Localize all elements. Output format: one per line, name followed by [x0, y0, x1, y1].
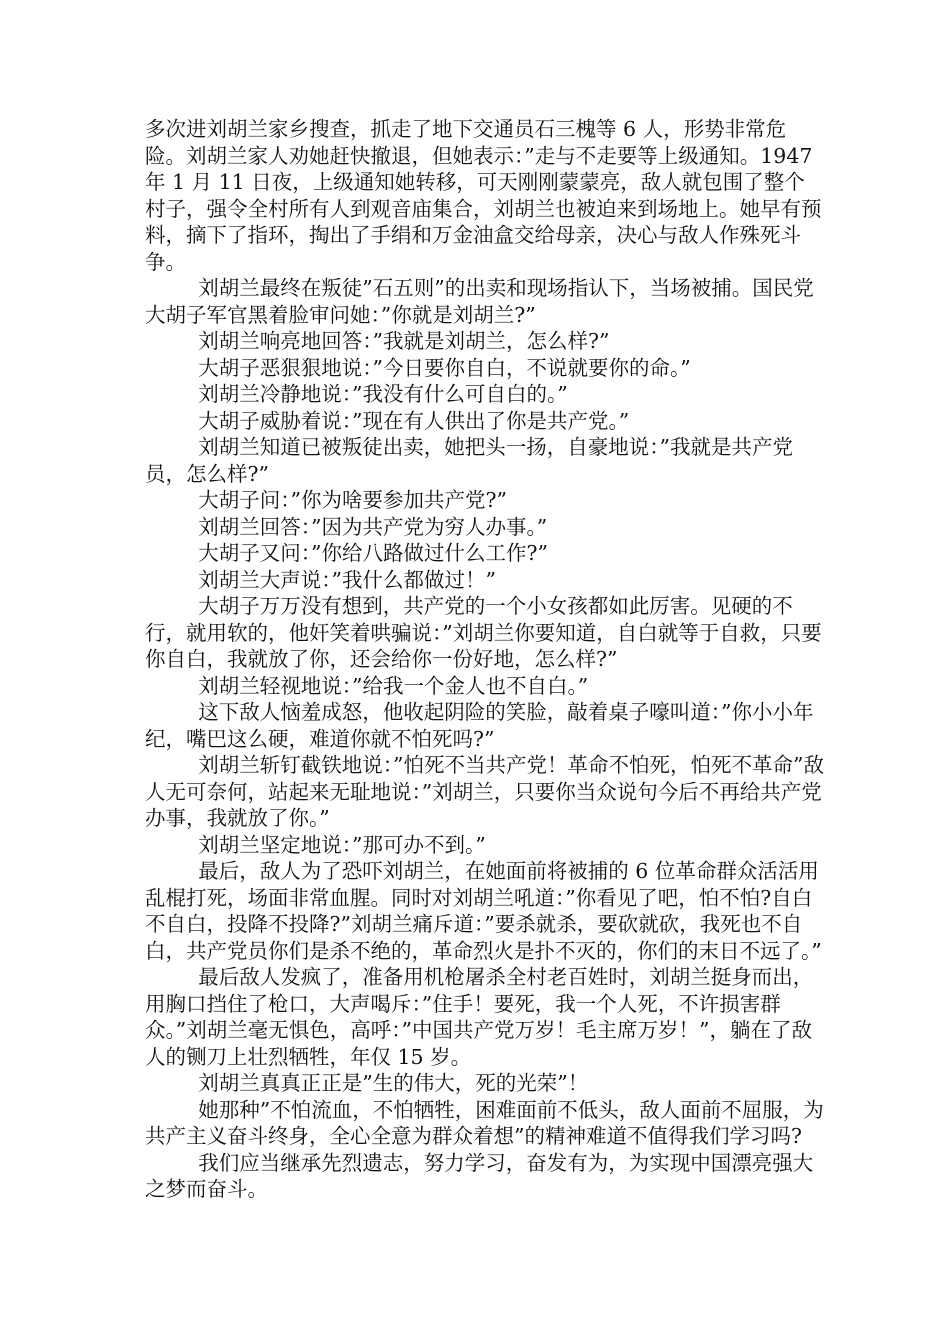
paragraph-10: 大胡子又问：”你给八路做过什么工作?”: [198, 541, 548, 565]
paragraph-6: 大胡子威胁着说：”现在有人供出了你是共产党。”: [198, 408, 630, 433]
paragraph-7: 刘胡兰知道已被叛徒出卖，她把头一扬，自豪地说：”我就是共产党员，怎么样?”: [145, 435, 794, 486]
paragraph-18: 最后敌人发疯了，准备用机枪屠杀全村老百姓时，刘胡兰挺身而出，用胸口挡住了枪口，大声喝斥：”住手！要死，我一个人死，不许损害群众。”刘胡兰毫无惧色，高呼：”中国共产党万岁！毛主席万岁！”，躺在了敌人的铡刀上壮烈牺牲，年仅 15 岁。: [145, 965, 814, 1069]
paragraph-4: 大胡子恶狠狠地说：”今日要你自白，不说就要你的命。”: [198, 355, 691, 380]
paragraph-9: 刘胡兰回答：”因为共产党为穷人办事。”: [198, 514, 548, 539]
document-body: [145, 116, 825, 1203]
paragraph-15: 刘胡兰斩钉截铁地说：”怕死不当共产党！革命不怕死，怕死不革命”敌人无可奈何，站起来无耻地说：”刘胡兰，只要你当众说句今后不再给共产党办事，我就放了你。”: [145, 753, 825, 830]
paragraph-17: 最后，敌人为了恐吓刘胡兰，在她面前将被捕的 6 位革命群众活活用乱棍打死，场面非常血腥。同时对刘胡兰吼道：”你看见了吧，怕不怕?自白不自白，投降不投降?”刘胡兰痛斥道：”要杀就杀，要砍就砍，我死也不自白，共产党员你们是杀不绝的，革命烈火是扑不灭的，你们的末日不远了。”: [145, 859, 822, 963]
paragraph-13: 刘胡兰轻视地说：”给我一个金人也不自白。”: [198, 673, 589, 698]
paragraph-11: 刘胡兰大声说：”我什么都做过！”: [198, 567, 497, 592]
paragraph-8: 大胡子问：”你为啥要参加共产党?”: [198, 488, 507, 512]
paragraph-2: 刘胡兰最终在叛徒”石五则”的出卖和现场指认下，当场被捕。国民党大胡子军官黑着脸审问她：”你就是刘胡兰?”: [145, 276, 814, 327]
paragraph-19: 刘胡兰真真正正是”生的伟大，死的光荣”！: [198, 1071, 589, 1095]
paragraph-5: 刘胡兰冷静地说：”我没有什么可自白的。”: [198, 382, 568, 406]
paragraph-20: 她那种”不怕流血，不怕牺牲，困难面前不低头，敌人面前不屈服，为共产主义奋斗终身，全心全意为群众着想”的精神难道不值得我们学习吗?: [145, 1097, 824, 1148]
paragraph-12: 大胡子万万没有想到，共产党的一个小女孩都如此厉害。见硬的不行，就用软的，他奸笑着哄骗说：”刘胡兰你要知道，自白就等于自救，只要你自白，我就放了你，还会给你一份好地，怎么样?”: [145, 594, 822, 671]
paragraph-1: 多次进刘胡兰家乡搜查，抓走了地下交通员石三槐等 6 人，形势非常危险。刘胡兰家人劝她赶快撤退，但她表示：”走与不走要等上级通知。1947 年 1 月 11 日夜，上级通知她转移，可天刚刚蒙蒙亮，敌人就包围了整个村子，强令全村所有人到观音庙集合，刘胡兰也被迫来到场地上。她早有预料，摘下了指环，掏出了手绢和万金油盒交给母亲，决心与敌人作殊死斗争。: [145, 117, 822, 274]
paragraph-21: 我们应当继承先烈遗志，努力学习，奋发有为，为实现中国漂亮强大之梦而奋斗。: [145, 1150, 814, 1201]
paragraph-3: 刘胡兰响亮地回答：”我就是刘胡兰，怎么样?”: [198, 329, 610, 353]
paragraph-14: 这下敌人恼羞成怒，他收起阴险的笑脸，敲着桌子嚎叫道：”你小小年纪，嘴巴这么硬，难道你就不怕死吗?”: [145, 700, 814, 751]
paragraph-16: 刘胡兰坚定地说：”那可办不到。”: [198, 832, 486, 857]
